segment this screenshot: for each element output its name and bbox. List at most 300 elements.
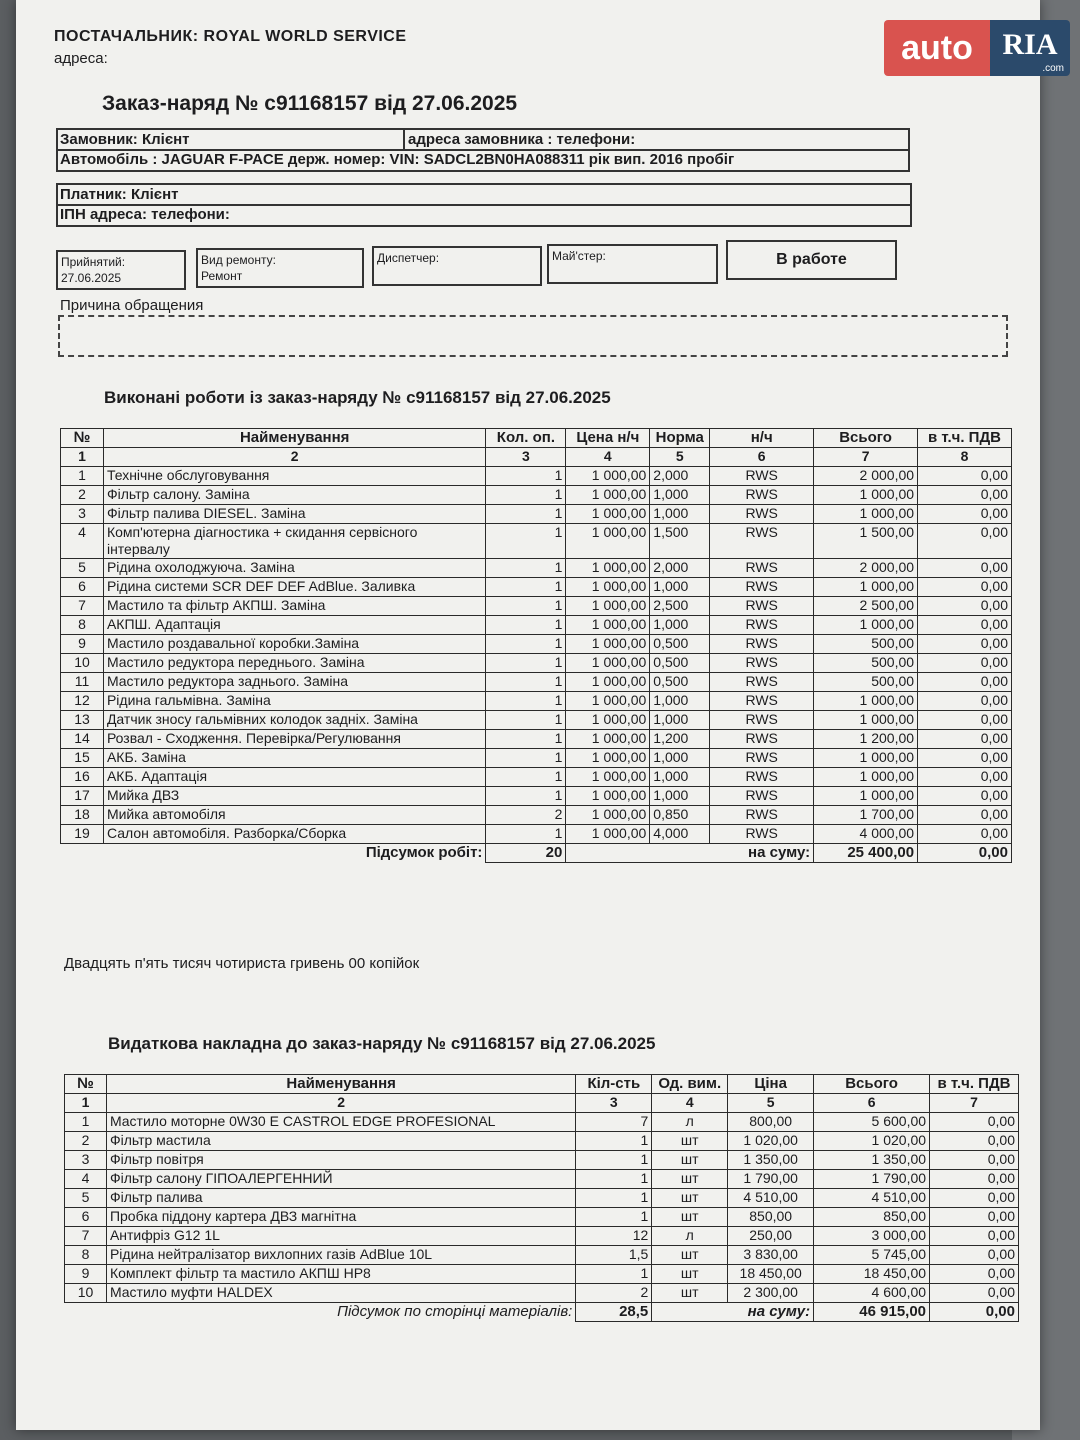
status-text: В работе [776,251,847,268]
table-cell: Технічне обслуговування [103,467,485,486]
table-cell: 1 000,00 [814,768,918,787]
works-summary-vat: 0,00 [918,844,1012,863]
works-summary-sum-label: на суму: [566,844,814,863]
column-number: 7 [814,448,918,467]
table-row [61,524,1012,559]
table-cell: 1 000,00 [566,730,650,749]
table-cell: 1,000 [650,768,710,787]
supplier-address-label: адреса: [54,50,108,67]
table-cell: 7 [65,1227,107,1246]
table-cell: Пробка піддону картера ДВЗ магнітна [106,1208,575,1227]
table-cell: 1,000 [650,486,710,505]
table-cell: Салон автомобіля. Разборка/Сборка [103,825,485,844]
table-cell: 6 [65,1208,107,1227]
table-cell: 13 [61,711,104,730]
table-cell: 4 000,00 [814,825,918,844]
table-cell: Фільтр салону ГІПОАЛЕРГЕННИЙ [106,1170,575,1189]
table-cell: 1 [486,730,566,749]
table-cell: 3 [61,505,104,524]
table-cell: шт [652,1246,728,1265]
materials-title: Видаткова накладна до заказ-наряду № с91168157 від 27.06.2025 [108,1034,656,1053]
materials-summary-qty: 28,5 [576,1303,652,1322]
table-cell: 8 [65,1246,107,1265]
table-cell: 2 [65,1132,107,1151]
table-cell: 12 [576,1227,652,1246]
table-cell: 0,00 [930,1208,1019,1227]
table-cell: 0,00 [918,559,1012,578]
table-cell: 0,500 [650,635,710,654]
table-cell: RWS [710,768,814,787]
table-cell: 7 [61,597,104,616]
column-header: Норма [650,429,710,448]
table-cell: 1 000,00 [566,806,650,825]
table-cell: 1,000 [650,578,710,597]
table-cell: 1 000,00 [814,749,918,768]
table-row [61,635,1012,654]
table-cell: шт [652,1132,728,1151]
table-cell: 18 450,00 [814,1265,930,1284]
works-table [60,428,1012,863]
table-cell: 0,00 [918,806,1012,825]
table-cell: 3 000,00 [814,1227,930,1246]
table-cell: Мастило роздавальної коробки.Заміна [103,635,485,654]
column-header: Всього [814,1075,930,1094]
column-number: 6 [814,1094,930,1113]
table-cell: АКБ. Адаптація [103,768,485,787]
table-cell: Мийка автомобіля [103,806,485,825]
table-cell: 1 000,00 [566,673,650,692]
table-cell: Комп'ютерна діагностика + скидання сервісного інтервалу [103,524,485,559]
table-cell: шт [652,1284,728,1303]
column-header: Всього [814,429,918,448]
column-number: 7 [930,1094,1019,1113]
table-cell: 1 020,00 [814,1132,930,1151]
table-cell: RWS [710,616,814,635]
repair-type-box [196,248,364,288]
table-cell: Рідина нейтралізатор вихлопних газів AdBlue 10L [106,1246,575,1265]
table-cell: 15 [61,749,104,768]
table-cell: 1 000,00 [814,616,918,635]
table-row [61,730,1012,749]
table-cell: 1 [486,635,566,654]
table-cell: 0,00 [930,1113,1019,1132]
table-cell: 2,000 [650,559,710,578]
table-cell: RWS [710,505,814,524]
table-cell: Мастило редуктора переднього. Заміна [103,654,485,673]
table-cell: 4,000 [650,825,710,844]
table-cell: 0,00 [918,524,1012,559]
table-cell: 1 [486,578,566,597]
table-cell: 3 [65,1151,107,1170]
table-cell: л [652,1227,728,1246]
table-cell: 4 [61,524,104,559]
table-cell: Мийка ДВЗ [103,787,485,806]
column-header: Найменування [103,429,485,448]
table-cell: RWS [710,692,814,711]
column-number: 2 [106,1094,575,1113]
table-row [61,768,1012,787]
table-cell: 1 [576,1151,652,1170]
table-row [61,711,1012,730]
table-cell: 1 [486,825,566,844]
table-cell: 1 000,00 [566,825,650,844]
table-cell: Мастило моторне 0W30 E CASTROL EDGE PROFESIONAL [106,1113,575,1132]
column-number: 1 [61,448,104,467]
table-cell: 500,00 [814,635,918,654]
table-cell: 0,00 [918,616,1012,635]
table-cell: 1 [486,524,566,559]
table-cell: 250,00 [728,1227,814,1246]
table-row [61,692,1012,711]
column-number: 3 [576,1094,652,1113]
table-cell: 1 000,00 [566,768,650,787]
table-cell: 1 [486,505,566,524]
table-cell: 5 600,00 [814,1113,930,1132]
table-cell: 1,000 [650,505,710,524]
column-header: в т.ч. ПДВ [918,429,1012,448]
materials-summary-row [65,1303,1019,1322]
status-box [726,240,897,280]
table-cell: 9 [61,635,104,654]
table-row [61,654,1012,673]
table-row [65,1284,1019,1303]
table-cell: 3 830,00 [728,1246,814,1265]
materials-summary-vat: 0,00 [930,1303,1019,1322]
table-cell: 0,00 [930,1189,1019,1208]
table-cell: 1 000,00 [566,787,650,806]
table-cell: RWS [710,524,814,559]
table-cell: 0,500 [650,654,710,673]
table-cell: 1 [486,559,566,578]
table-cell: 6 [61,578,104,597]
logo-com-text: .com [1042,63,1064,74]
table-cell: RWS [710,559,814,578]
table-cell: Мастило та фільтр АКПШ. Заміна [103,597,485,616]
table-cell: Фільтр палива [106,1189,575,1208]
table-row [61,825,1012,844]
table-cell: 0,00 [918,505,1012,524]
table-cell: Фільтр повітря [106,1151,575,1170]
document-page [16,0,1040,1430]
table-row [65,1170,1019,1189]
table-cell: 8 [61,616,104,635]
table-cell: 1 000,00 [814,787,918,806]
table-cell: 1,000 [650,711,710,730]
table-cell: 1 350,00 [814,1151,930,1170]
table-cell: 1 000,00 [566,597,650,616]
table-cell: шт [652,1265,728,1284]
column-number: 2 [103,448,485,467]
total-in-words: Двадцять п'ять тисяч чотириста гривень 00 копійок [64,955,420,972]
table-cell: 5 [65,1189,107,1208]
table-cell: 1 000,00 [566,749,650,768]
table-row [65,1227,1019,1246]
customer-address-phones: адреса замовника : телефони: [408,131,636,148]
table-cell: 1,000 [650,692,710,711]
table-cell: RWS [710,635,814,654]
table-row [61,467,1012,486]
table-cell: 12 [61,692,104,711]
table-cell: 1 000,00 [566,486,650,505]
table-cell: 2 000,00 [814,559,918,578]
table-cell: RWS [710,730,814,749]
table-cell: 2 300,00 [728,1284,814,1303]
table-cell: 0,00 [930,1170,1019,1189]
table-cell: 1,000 [650,749,710,768]
table-cell: 1 000,00 [566,467,650,486]
table-cell: 1 000,00 [566,616,650,635]
table-cell: 1 000,00 [566,654,650,673]
table-cell: 2 [486,806,566,825]
table-cell: 2 [61,486,104,505]
table-cell: 11 [61,673,104,692]
table-cell: 7 [576,1113,652,1132]
works-summary-qty: 20 [486,844,566,863]
table-cell: Антифріз G12 1L [106,1227,575,1246]
table-cell: Фільтр мастила [106,1132,575,1151]
column-number-row [61,448,1012,467]
table-cell: 1 [486,749,566,768]
table-header-row [61,429,1012,448]
table-row [61,559,1012,578]
reason-field [58,315,1008,357]
table-cell: 1 000,00 [566,524,650,559]
dispatcher-box [372,246,542,286]
table-cell: RWS [710,673,814,692]
table-cell: 1,200 [650,730,710,749]
logo-ria-text: RIA [990,20,1070,76]
order-title: Заказ-наряд № с91168157 від 27.06.2025 [102,92,518,115]
table-cell: 14 [61,730,104,749]
table-cell: Мастило муфти HALDEX [106,1284,575,1303]
payer-name: Платник: Клієнт [60,186,179,203]
table-cell: 800,00 [728,1113,814,1132]
table-cell: 1 000,00 [566,692,650,711]
table-cell: 1 [486,616,566,635]
table-cell: 1 [486,467,566,486]
table-cell: АКПШ. Адаптація [103,616,485,635]
table-cell: 1 [61,467,104,486]
column-header: Од. вим. [652,1075,728,1094]
accepted-date: 27.06.2025 [61,271,122,285]
table-row [65,1246,1019,1265]
table-row [65,1151,1019,1170]
table-cell: 1 000,00 [814,578,918,597]
table-cell: 500,00 [814,673,918,692]
table-cell: RWS [710,749,814,768]
table-cell: 0,00 [918,578,1012,597]
table-cell: 0,00 [918,597,1012,616]
table-row [65,1189,1019,1208]
table-cell: Рідина гальмівна. Заміна [103,692,485,711]
table-cell: 10 [65,1284,107,1303]
column-number: 5 [728,1094,814,1113]
table-cell: 0,00 [930,1151,1019,1170]
column-header: № [65,1075,107,1094]
table-cell: Фільтр салону. Заміна [103,486,485,505]
table-cell: 18 [61,806,104,825]
table-cell: 0,500 [650,673,710,692]
table-row [61,486,1012,505]
table-cell: 1 [65,1113,107,1132]
customer-name: Замовник: Клієнт [60,131,190,148]
table-cell: RWS [710,578,814,597]
table-cell: 17 [61,787,104,806]
table-cell: 1 [576,1208,652,1227]
column-header: Ціна [728,1075,814,1094]
table-row [65,1265,1019,1284]
table-cell: 1 [486,486,566,505]
table-cell: 1 000,00 [814,711,918,730]
table-cell: RWS [710,486,814,505]
table-header-row [65,1075,1019,1094]
table-cell: 1 000,00 [566,505,650,524]
table-cell: RWS [710,825,814,844]
table-row [61,505,1012,524]
table-cell: 1 000,00 [814,486,918,505]
materials-summary-label: Підсумок по сторінці матеріалів: [337,1303,573,1320]
table-cell: 1 [486,597,566,616]
table-cell: 0,00 [918,711,1012,730]
table-cell: RWS [710,597,814,616]
works-title: Виконані роботи із заказ-наряду № с91168157 від 27.06.2025 [104,388,611,407]
table-cell: RWS [710,467,814,486]
table-cell: 4 510,00 [728,1189,814,1208]
table-cell: 1 [576,1265,652,1284]
table-row [61,806,1012,825]
table-cell: 1 790,00 [814,1170,930,1189]
column-number: 5 [650,448,710,467]
table-cell: 0,00 [930,1132,1019,1151]
table-cell: шт [652,1208,728,1227]
table-cell: 850,00 [814,1208,930,1227]
column-number: 1 [65,1094,107,1113]
table-cell: 1 [486,768,566,787]
column-number: 3 [486,448,566,467]
table-cell: л [652,1113,728,1132]
column-number-row [65,1094,1019,1113]
reason-label: Причина обращения [60,297,204,314]
table-cell: 850,00 [728,1208,814,1227]
column-header: Цена н/ч [566,429,650,448]
auto-ria-logo[interactable] [884,20,1070,76]
table-cell: RWS [710,806,814,825]
customer-box [56,128,910,172]
materials-summary-sum-label: на суму: [652,1303,814,1322]
table-cell: шт [652,1170,728,1189]
table-cell: 9 [65,1265,107,1284]
table-cell: 0,00 [918,825,1012,844]
column-header: в т.ч. ПДВ [930,1075,1019,1094]
table-cell: 1 500,00 [814,524,918,559]
column-header: Найменування [106,1075,575,1094]
table-cell: 10 [61,654,104,673]
table-cell: Рідина системи SCR DEF DEF AdBlue. Заливка [103,578,485,597]
table-cell: 5 745,00 [814,1246,930,1265]
table-cell: 2 500,00 [814,597,918,616]
table-row [61,673,1012,692]
master-label: Май'стер: [552,249,606,263]
table-cell: 0,00 [918,730,1012,749]
supplier-line: ПОСТАЧАЛЬНИК: ROYAL WORLD SERVICE [54,28,407,45]
table-cell: шт [652,1151,728,1170]
table-cell: 2,000 [650,467,710,486]
repair-type-label: Вид ремонту: [201,253,276,267]
table-cell: шт [652,1189,728,1208]
table-cell: 1 [576,1170,652,1189]
materials-summary-total: 46 915,00 [814,1303,930,1322]
table-cell: 2,500 [650,597,710,616]
payer-ipn: ІПН адреса: телефони: [60,206,230,223]
works-summary-label: Підсумок робіт: [365,844,483,861]
column-number: 8 [918,448,1012,467]
table-cell: Розвал - Сходження. Перевірка/Регулювання [103,730,485,749]
table-cell: 0,00 [930,1246,1019,1265]
table-cell: Датчик зносу гальмівних колодок задніх. Заміна [103,711,485,730]
materials-table [64,1074,1019,1322]
table-cell: 1 [486,692,566,711]
table-cell: 1 790,00 [728,1170,814,1189]
table-cell: 19 [61,825,104,844]
table-cell: 1,000 [650,787,710,806]
column-header: Кол. оп. [486,429,566,448]
table-cell: 0,00 [918,768,1012,787]
table-cell: 500,00 [814,654,918,673]
table-row [61,597,1012,616]
table-cell: 1 000,00 [566,711,650,730]
table-cell: RWS [710,654,814,673]
column-number: 4 [566,448,650,467]
table-cell: 1 [576,1189,652,1208]
dispatcher-label: Диспетчер: [377,251,440,265]
table-cell: 1 000,00 [566,578,650,597]
logo-auto-text: auto [884,20,990,76]
table-row [61,616,1012,635]
table-cell: 4 510,00 [814,1189,930,1208]
table-cell: АКБ. Заміна [103,749,485,768]
table-cell: 0,00 [930,1284,1019,1303]
works-summary-row [61,844,1012,863]
table-cell: 18 450,00 [728,1265,814,1284]
vehicle-line: Автомобіль : JAGUAR F-PACE держ. номер: VIN: SADCL2BN0HA088311 рік вип. 2016 пробіг [60,151,735,168]
table-cell: 0,850 [650,806,710,825]
table-cell: 1 200,00 [814,730,918,749]
table-cell: 1 350,00 [728,1151,814,1170]
table-cell: 0,00 [918,692,1012,711]
table-cell: 0,00 [918,486,1012,505]
table-cell: Рідина охолоджуюча. Заміна [103,559,485,578]
table-cell: 0,00 [930,1227,1019,1246]
table-cell: 0,00 [930,1265,1019,1284]
table-cell: 4 [65,1170,107,1189]
column-header: Кіл-сть [576,1075,652,1094]
table-cell: 1 [486,711,566,730]
table-row [61,787,1012,806]
repair-type-value: Ремонт [201,269,243,283]
table-cell: 1 000,00 [814,692,918,711]
table-cell: 1 [486,654,566,673]
table-cell: 0,00 [918,654,1012,673]
table-cell: 0,00 [918,749,1012,768]
table-cell: Мастило редуктора заднього. Заміна [103,673,485,692]
accepted-label: Прийнятий: [61,255,126,269]
table-cell: 1 [486,787,566,806]
table-cell: 2 000,00 [814,467,918,486]
table-cell: 1 000,00 [566,559,650,578]
table-row [65,1132,1019,1151]
table-cell: 1 000,00 [566,635,650,654]
table-cell: 1,500 [650,524,710,559]
